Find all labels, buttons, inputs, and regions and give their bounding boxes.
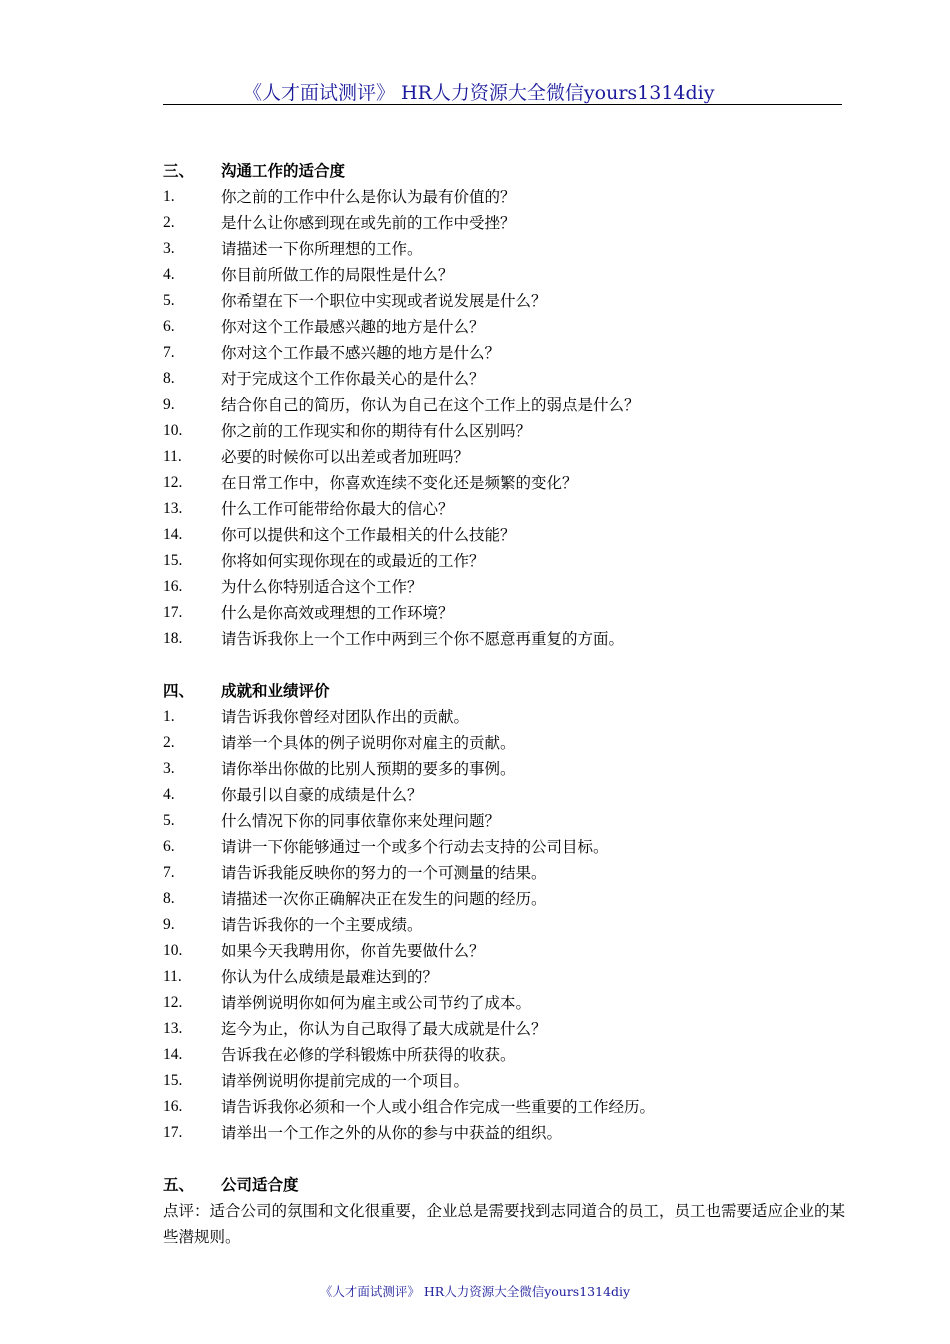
question-text: 请告诉我你上一个工作中两到三个你不愿意再重复的方面。	[221, 630, 625, 648]
question-text: 什么情况下你的同事依靠你来处理问题？	[221, 812, 501, 830]
question-item	[163, 704, 853, 730]
question-number: 17.	[163, 604, 183, 621]
question-number: 1.	[163, 188, 175, 205]
question-number: 13.	[163, 1020, 183, 1037]
question-text: 什么是你高效或理想的工作环境？	[221, 604, 454, 622]
question-text: 你可以提供和这个工作最相关的什么技能？	[221, 526, 516, 544]
question-text: 你认为什么成绩是最难达到的？	[221, 968, 439, 986]
question-item	[163, 886, 853, 912]
question-item	[163, 730, 853, 756]
question-text: 你之前的工作现实和你的期待有什么区别吗？	[221, 422, 532, 440]
question-number: 11.	[163, 968, 182, 985]
question-number: 5.	[163, 812, 175, 829]
question-item	[163, 1094, 853, 1120]
question-number: 9.	[163, 916, 175, 933]
question-item	[163, 236, 853, 262]
question-text: 必要的时候你可以出差或者加班吗？	[221, 448, 470, 466]
question-text: 请你举出你做的比别人预期的要多的事例。	[221, 760, 516, 778]
question-number: 8.	[163, 890, 175, 907]
question-text: 请告诉我你必须和一个人或小组合作完成一些重要的工作经历。	[221, 1098, 656, 1116]
question-number: 16.	[163, 1098, 183, 1115]
section-heading-4	[163, 678, 853, 704]
question-text: 请描述一下你所理想的工作。	[221, 240, 423, 258]
question-item	[163, 444, 853, 470]
question-number: 2.	[163, 214, 175, 231]
question-number: 13.	[163, 500, 183, 517]
section-title: 沟通工作的适合度	[221, 162, 346, 180]
question-item	[163, 392, 853, 418]
question-number: 14.	[163, 526, 183, 543]
question-number: 16.	[163, 578, 183, 595]
question-number: 6.	[163, 838, 175, 855]
question-item	[163, 288, 853, 314]
page-header-title: 《人才面试测评》 HR人力资源大全微信yours1314diy	[243, 82, 715, 104]
question-text: 在日常工作中，你喜欢连续不变化还是频繁的变化？	[221, 474, 578, 492]
section-number: 四、	[163, 682, 195, 700]
question-text: 告诉我在必修的学科锻炼中所获得的收获。	[221, 1046, 516, 1064]
question-text: 请讲一下你能够通过一个或多个行动去支持的公司目标。	[221, 838, 609, 856]
section-heading-3	[163, 158, 853, 184]
question-item	[163, 184, 853, 210]
question-text: 是什么让你感到现在或先前的工作中受挫？	[221, 214, 516, 232]
question-item	[163, 522, 853, 548]
question-item	[163, 600, 853, 626]
question-text: 你目前所做工作的局限性是什么？	[221, 266, 454, 284]
question-number: 12.	[163, 994, 183, 1011]
question-text: 请描述一次你正确解决正在发生的问题的经历。	[221, 890, 547, 908]
question-text: 对于完成这个工作你最关心的是什么？	[221, 370, 485, 388]
section-number: 三、	[163, 162, 195, 180]
question-text: 请举例说明你如何为雇主或公司节约了成本。	[221, 994, 532, 1012]
question-text: 请告诉我能反映你的努力的一个可测量的结果。	[221, 864, 547, 882]
question-item	[163, 366, 853, 392]
section-number: 五、	[163, 1176, 195, 1194]
question-item	[163, 782, 853, 808]
question-number: 12.	[163, 474, 183, 491]
question-number: 2.	[163, 734, 175, 751]
header-divider	[163, 104, 842, 105]
question-text: 你对这个工作最感兴趣的地方是什么？	[221, 318, 485, 336]
question-text: 你将如何实现你现在的或最近的工作？	[221, 552, 485, 570]
question-item	[163, 548, 853, 574]
section-heading-5	[163, 1172, 853, 1198]
question-number: 6.	[163, 318, 175, 335]
question-number: 5.	[163, 292, 175, 309]
question-number: 3.	[163, 760, 175, 777]
question-number: 7.	[163, 864, 175, 881]
question-item	[163, 496, 853, 522]
question-item	[163, 1068, 853, 1094]
question-number: 17.	[163, 1124, 183, 1141]
question-number: 15.	[163, 1072, 183, 1089]
question-text: 请举一个具体的例子说明你对雇主的贡献。	[221, 734, 516, 752]
question-item	[163, 938, 853, 964]
question-item	[163, 964, 853, 990]
question-text: 你希望在下一个职位中实现或者说发展是什么？	[221, 292, 547, 310]
question-sections	[163, 158, 853, 1146]
question-text: 为什么你特别适合这个工作？	[221, 578, 423, 596]
section-title: 公司适合度	[221, 1176, 299, 1194]
question-text: 什么工作可能带给你最大的信心？	[221, 500, 454, 518]
question-text: 请举出一个工作之外的从你的参与中获益的组织。	[221, 1124, 563, 1142]
question-item	[163, 314, 853, 340]
document-body	[163, 158, 853, 1250]
question-item	[163, 418, 853, 444]
question-item	[163, 262, 853, 288]
question-item	[163, 756, 853, 782]
question-text: 请告诉我你的一个主要成绩。	[221, 916, 423, 934]
question-number: 18.	[163, 630, 183, 647]
question-item	[163, 834, 853, 860]
question-item	[163, 340, 853, 366]
question-item	[163, 470, 853, 496]
question-text: 如果今天我聘用你，你首先要做什么？	[221, 942, 485, 960]
question-item	[163, 1042, 853, 1068]
question-number: 8.	[163, 370, 175, 387]
question-item	[163, 1120, 853, 1146]
question-number: 11.	[163, 448, 182, 465]
question-item	[163, 626, 853, 652]
question-number: 7.	[163, 344, 175, 361]
question-number: 9.	[163, 396, 175, 413]
question-item	[163, 990, 853, 1016]
question-item	[163, 808, 853, 834]
question-text: 结合你自己的简历，你认为自己在这个工作上的弱点是什么？	[221, 396, 640, 414]
question-number: 1.	[163, 708, 175, 725]
question-number: 15.	[163, 552, 183, 569]
question-number: 10.	[163, 422, 183, 439]
question-number: 3.	[163, 240, 175, 257]
section-title: 成就和业绩评价	[221, 682, 330, 700]
question-item	[163, 574, 853, 600]
question-number: 14.	[163, 1046, 183, 1063]
question-item	[163, 912, 853, 938]
question-text: 请举例说明你提前完成的一个项目。	[221, 1072, 470, 1090]
question-number: 4.	[163, 266, 175, 283]
question-text: 你最引以自豪的成绩是什么？	[221, 786, 423, 804]
section-comment: 点评：适合公司的氛围和文化很重要，企业总是需要找到志同道合的员工，员工也需要适应企业的某些潜规则。	[163, 1202, 846, 1246]
question-text: 请告诉我你曾经对团队作出的贡献。	[221, 708, 470, 726]
question-item	[163, 210, 853, 236]
question-text: 你对这个工作最不感兴趣的地方是什么？	[221, 344, 501, 362]
question-text: 你之前的工作中什么是你认为最有价值的？	[221, 188, 516, 206]
question-text: 迄今为止，你认为自己取得了最大成就是什么？	[221, 1020, 547, 1038]
question-number: 4.	[163, 786, 175, 803]
page-footer: 《人才面试测评》 HR人力资源大全微信yours1314diy	[319, 1284, 631, 1299]
question-item	[163, 860, 853, 886]
question-number: 10.	[163, 942, 183, 959]
question-item	[163, 1016, 853, 1042]
